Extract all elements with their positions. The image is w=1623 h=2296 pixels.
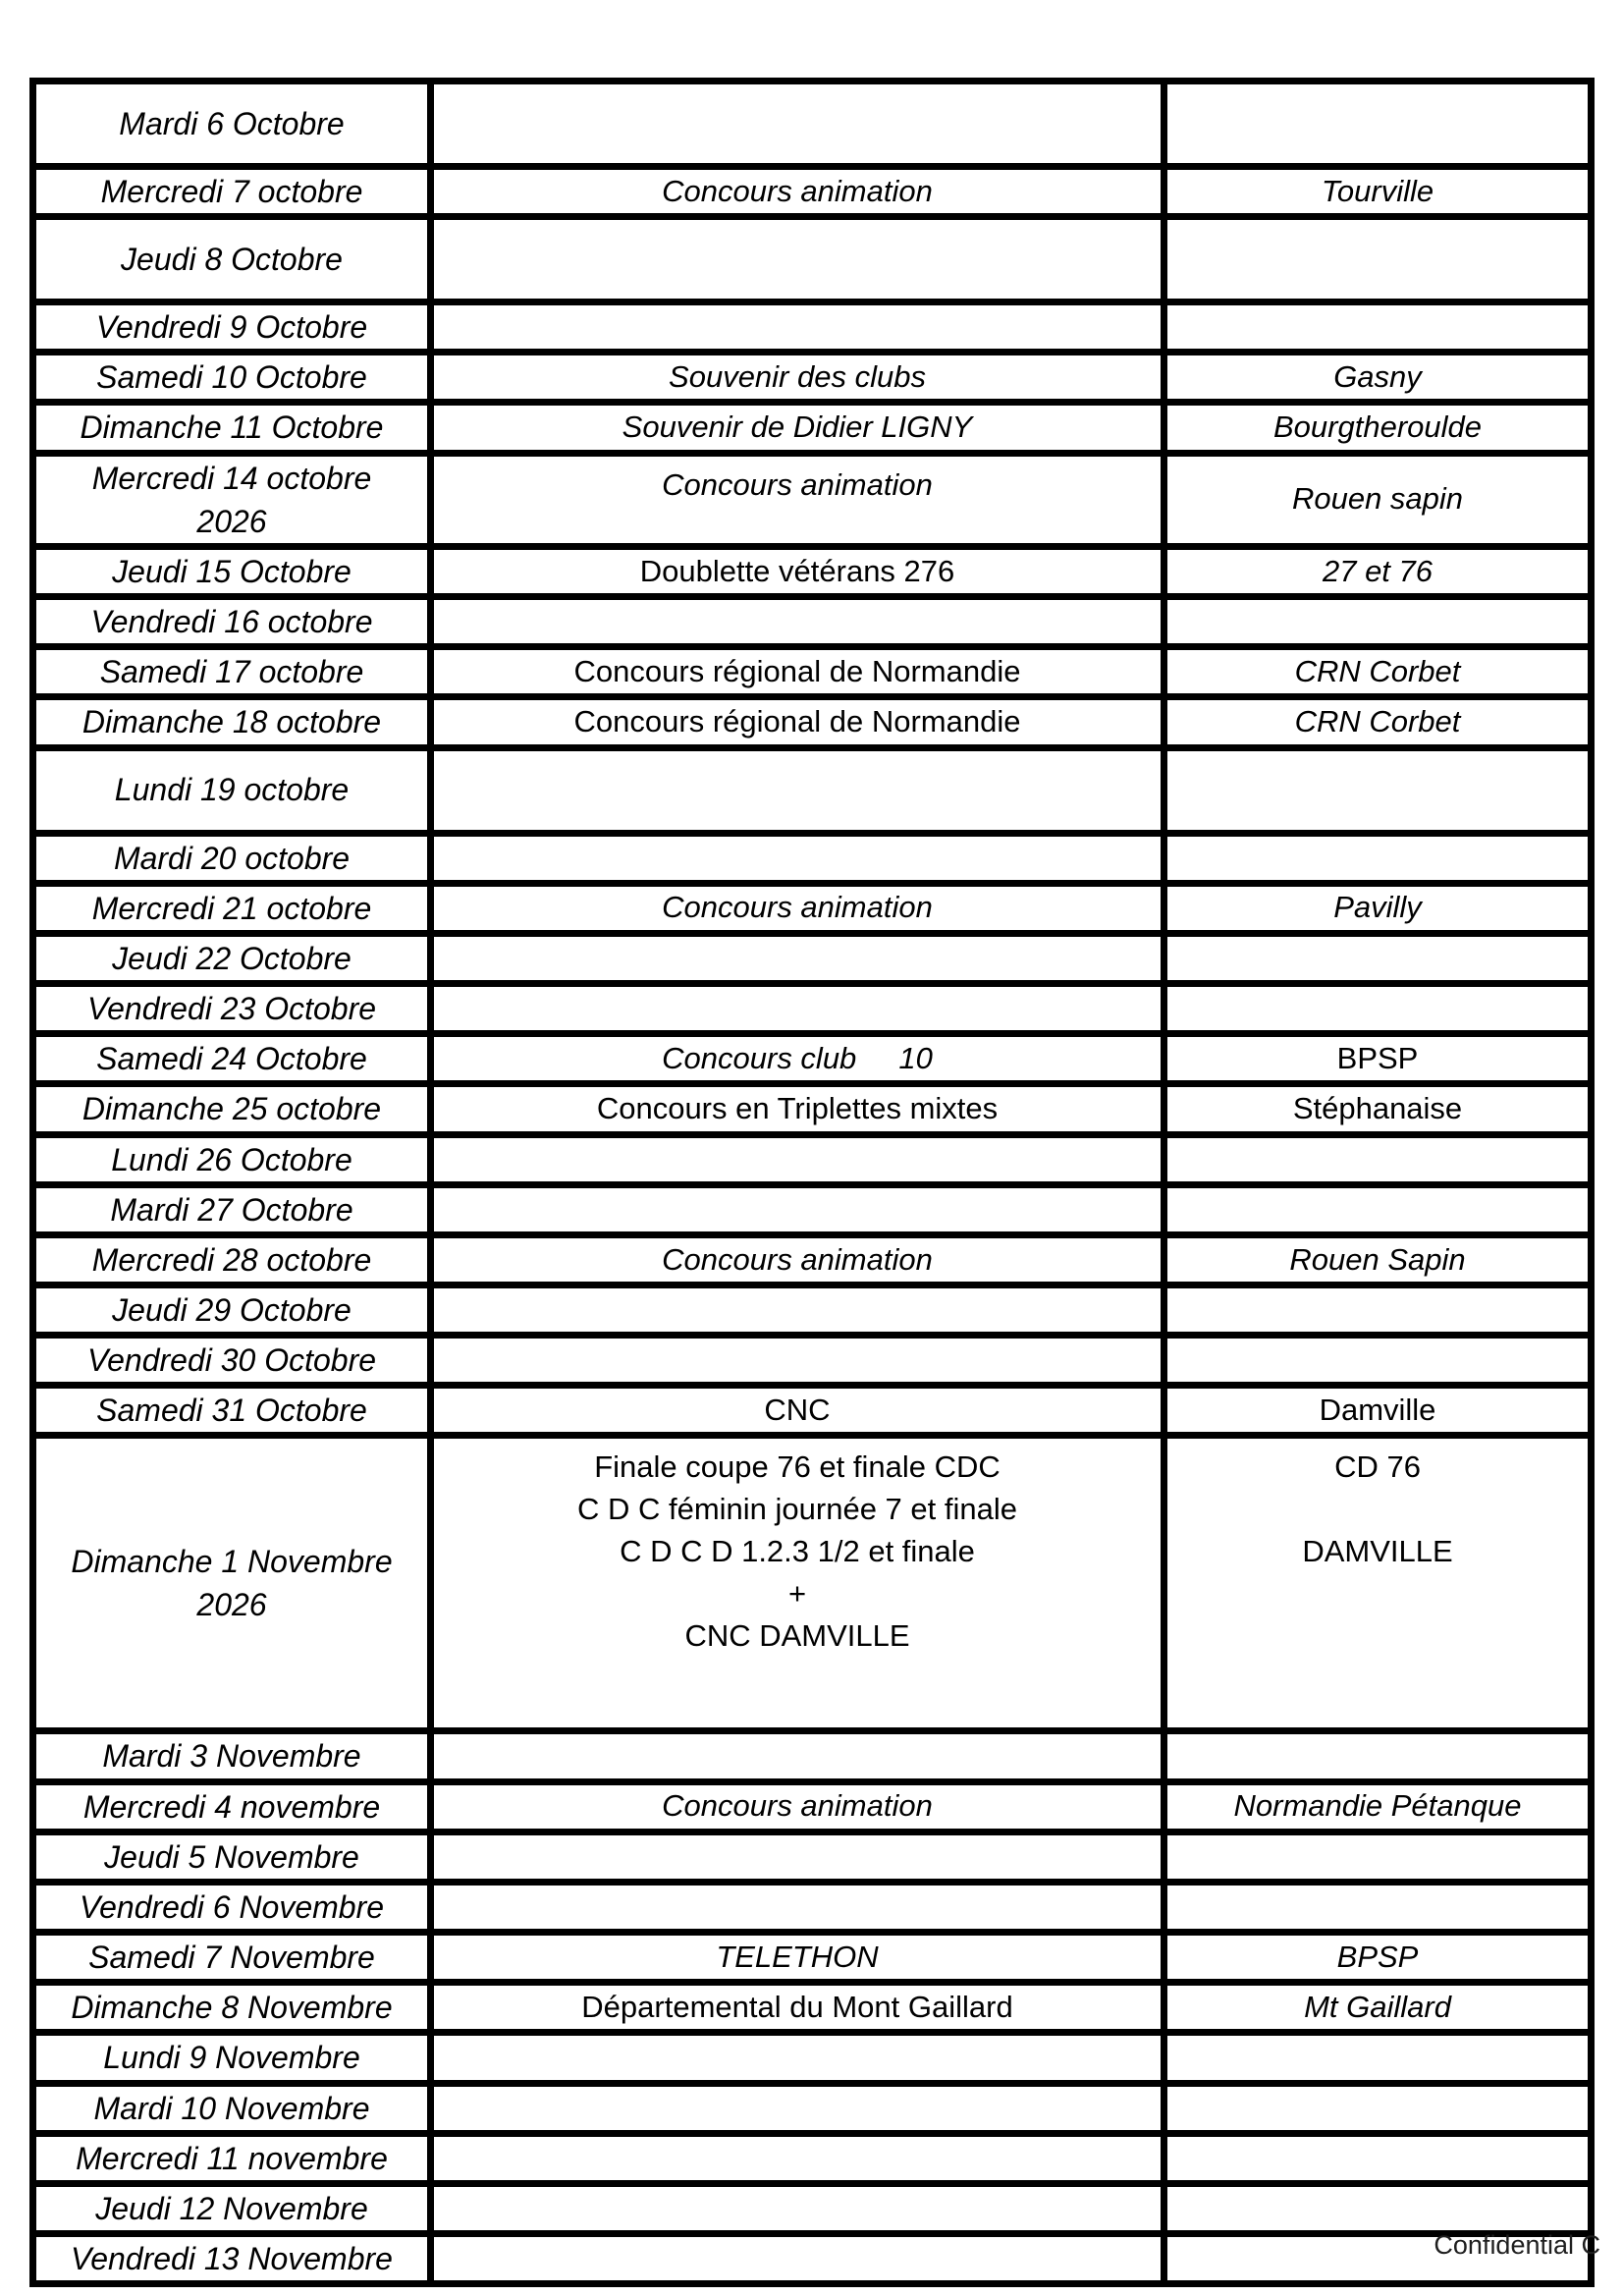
location-cell <box>1164 2033 1592 2083</box>
table-row <box>33 1034 1592 1084</box>
date-cell <box>33 1084 431 1134</box>
date-cell <box>33 883 431 933</box>
location-cell <box>1164 2083 1592 2133</box>
cell-line: Dimanche 18 octobre <box>81 704 382 740</box>
cell-line: Jeudi 15 Octobre <box>112 553 352 589</box>
event-cell <box>431 217 1164 302</box>
event-cell <box>431 2133 1164 2183</box>
event-cell <box>431 1386 1164 1436</box>
date-cell <box>33 984 431 1034</box>
location-cell <box>1164 302 1592 353</box>
date-cell <box>33 453 431 546</box>
cell-line: DAMVILLE <box>1302 1533 1453 1568</box>
event-cell <box>431 302 1164 353</box>
location-cell <box>1164 82 1592 167</box>
location-cell <box>1164 167 1592 217</box>
location-cell <box>1164 1436 1592 1731</box>
table-row <box>33 933 1592 983</box>
cell-line: Mercredi 7 octobre <box>100 174 363 209</box>
event-cell <box>431 747 1164 833</box>
table-row <box>33 2033 1592 2083</box>
cell-line: Lundi 9 Novembre <box>103 2040 360 2076</box>
date-cell <box>33 2033 431 2083</box>
location-cell <box>1164 1134 1592 1184</box>
event-cell <box>431 2183 1164 2233</box>
event-cell <box>431 453 1164 546</box>
event-cell <box>431 403 1164 453</box>
cell-line: Concours régional de Normandie <box>573 653 1021 688</box>
event-cell <box>431 1781 1164 1831</box>
table-row <box>33 453 1592 546</box>
cell-line: Mardi 10 Novembre <box>93 2090 370 2126</box>
location-cell <box>1164 747 1592 833</box>
event-cell <box>431 2234 1164 2284</box>
table-row <box>33 2234 1592 2284</box>
cell-line: Samedi 7 Novembre <box>88 1940 375 1976</box>
location-cell <box>1164 1285 1592 1335</box>
event-cell <box>431 833 1164 883</box>
table-row <box>33 2133 1592 2183</box>
table-row <box>33 1336 1592 1386</box>
cell-line: Mardi 6 Octobre <box>119 105 345 141</box>
location-cell <box>1164 1234 1592 1285</box>
table-row <box>33 1882 1592 1932</box>
table-row <box>33 1386 1592 1436</box>
cell-line: Départemental du Mont Gaillard <box>581 1989 1013 2024</box>
date-cell <box>33 1831 431 1882</box>
event-cell <box>431 647 1164 697</box>
table-row <box>33 833 1592 883</box>
cell-line: Gasny <box>1333 359 1422 394</box>
event-cell <box>431 1336 1164 1386</box>
cell-line: Souvenir de Didier LIGNY <box>622 410 973 445</box>
date-cell <box>33 217 431 302</box>
table-row <box>33 1436 1592 1731</box>
cell-line: Jeudi 22 Octobre <box>112 940 352 976</box>
cell-line: Lundi 19 octobre <box>114 772 350 808</box>
cell-line: Mercredi 4 novembre <box>82 1788 381 1825</box>
cell-line: C D C D 1.2.3 1/2 et finale <box>620 1533 975 1568</box>
cell-line: BPSP <box>1336 1939 1419 1974</box>
location-cell <box>1164 933 1592 983</box>
date-cell <box>33 597 431 647</box>
cell-line: Damville <box>1319 1392 1436 1427</box>
cell-line: Concours animation <box>662 1788 933 1824</box>
cell-line: Mercredi 11 novembre <box>76 2140 388 2176</box>
cell-line: Samedi 24 Octobre <box>96 1041 367 1077</box>
event-cell <box>431 82 1164 167</box>
location-cell <box>1164 403 1592 453</box>
event-cell <box>431 2083 1164 2133</box>
date-cell <box>33 697 431 747</box>
table-row <box>33 1933 1592 1983</box>
table-row <box>33 1134 1592 1184</box>
cell-line: Concours en Triplettes mixtes <box>596 1091 999 1126</box>
date-cell <box>33 167 431 217</box>
event-cell <box>431 1184 1164 1234</box>
cell-line: Dimanche 8 Novembre <box>71 1990 393 2026</box>
cell-line: BPSP <box>1336 1040 1419 1075</box>
event-cell <box>431 597 1164 647</box>
cell-line: Tourville <box>1321 173 1434 208</box>
date-cell <box>33 1933 431 1983</box>
date-cell <box>33 647 431 697</box>
cell-line: Dimanche 25 octobre <box>81 1091 382 1127</box>
location-cell <box>1164 2183 1592 2233</box>
date-cell <box>33 353 431 403</box>
confidential-footer: Confidential C <box>1434 2230 1600 2260</box>
cell-line: C D C féminin journée 7 et finale <box>576 1492 1017 1527</box>
event-cell <box>431 1134 1164 1184</box>
date-cell <box>33 1983 431 2033</box>
cell-line: CD 76 <box>1334 1449 1421 1485</box>
table-row <box>33 2183 1592 2233</box>
cell-line: Samedi 10 Octobre <box>96 359 367 396</box>
date-cell <box>33 2133 431 2183</box>
cell-line: Jeudi 29 Octobre <box>112 1291 352 1328</box>
cell-line: Vendredi 16 octobre <box>90 604 373 640</box>
date-cell <box>33 403 431 453</box>
cell-line: Stéphanaise <box>1292 1091 1463 1126</box>
location-cell <box>1164 883 1592 933</box>
date-cell <box>33 833 431 883</box>
date-cell <box>33 1781 431 1831</box>
event-cell <box>431 1436 1164 1731</box>
event-cell <box>431 984 1164 1034</box>
table-row <box>33 984 1592 1034</box>
schedule-table <box>29 78 1595 2287</box>
table-row <box>33 1234 1592 1285</box>
date-cell <box>33 546 431 596</box>
location-cell <box>1164 1983 1592 2033</box>
date-cell <box>33 1882 431 1932</box>
cell-line: Vendredi 6 Novembre <box>79 1888 385 1925</box>
event-cell <box>431 933 1164 983</box>
table-row <box>33 353 1592 403</box>
location-cell <box>1164 984 1592 1034</box>
location-cell <box>1164 1034 1592 1084</box>
cell-line: Mardi 27 Octobre <box>110 1191 353 1228</box>
cell-line: Mercredi 14 octobre <box>91 460 372 496</box>
location-cell <box>1164 1933 1592 1983</box>
event-cell <box>431 1731 1164 1781</box>
location-cell <box>1164 697 1592 747</box>
location-cell <box>1164 647 1592 697</box>
cell-line: Concours animation <box>662 466 933 502</box>
date-cell <box>33 1731 431 1781</box>
cell-line: Vendredi 30 Octobre <box>86 1342 377 1379</box>
cell-line: Samedi 17 octobre <box>99 654 364 690</box>
cell-line: 27 et 76 <box>1322 553 1434 588</box>
event-cell <box>431 1933 1164 1983</box>
cell-line: Lundi 26 Octobre <box>111 1141 352 1177</box>
location-cell <box>1164 597 1592 647</box>
table-row <box>33 1831 1592 1882</box>
event-cell <box>431 2033 1164 2083</box>
date-cell <box>33 82 431 167</box>
cell-line: Jeudi 5 Novembre <box>104 1838 359 1875</box>
date-cell <box>33 1336 431 1386</box>
location-cell <box>1164 353 1592 403</box>
event-cell <box>431 1882 1164 1932</box>
event-cell <box>431 1084 1164 1134</box>
cell-line: Jeudi 8 Octobre <box>121 242 343 278</box>
event-cell <box>431 1234 1164 1285</box>
cell-line: Souvenir des clubs <box>669 359 926 394</box>
location-cell <box>1164 546 1592 596</box>
table-row <box>33 302 1592 353</box>
cell-line: Normandie Pétanque <box>1233 1788 1522 1824</box>
date-cell <box>33 1386 431 1436</box>
table-row <box>33 747 1592 833</box>
table-row <box>33 1983 1592 2033</box>
cell-line: Dimanche 11 Octobre <box>80 410 384 446</box>
cell-line: Finale coupe 76 et finale CDC <box>594 1449 1001 1485</box>
event-cell <box>431 883 1164 933</box>
date-cell <box>33 302 431 353</box>
location-cell <box>1164 1336 1592 1386</box>
cell-line: Rouen Sapin <box>1289 1241 1466 1277</box>
date-cell <box>33 2234 431 2284</box>
cell-line: Doublette vétérans 276 <box>639 553 955 588</box>
date-cell <box>33 747 431 833</box>
date-cell <box>33 1285 431 1335</box>
location-cell <box>1164 2133 1592 2183</box>
cell-line: TELETHON <box>716 1939 879 1974</box>
date-cell <box>33 1134 431 1184</box>
location-cell <box>1164 833 1592 883</box>
table-row <box>33 217 1592 302</box>
table-row <box>33 697 1592 747</box>
cell-line: CRN Corbet <box>1294 653 1461 688</box>
cell-line: Rouen sapin <box>1291 481 1464 517</box>
location-cell <box>1164 1882 1592 1932</box>
event-cell <box>431 697 1164 747</box>
location-cell <box>1164 1731 1592 1781</box>
cell-line: Dimanche 1 Novembre <box>71 1544 393 1580</box>
cell-line: Mardi 3 Novembre <box>102 1738 361 1775</box>
cell-line: Pavilly <box>1333 890 1422 925</box>
event-cell <box>431 1831 1164 1882</box>
table-row <box>33 1084 1592 1134</box>
event-cell <box>431 167 1164 217</box>
event-cell <box>431 353 1164 403</box>
table-row <box>33 546 1592 596</box>
cell-line <box>1173 1489 1582 1531</box>
location-cell <box>1164 217 1592 302</box>
cell-line: Jeudi 12 Novembre <box>95 2190 368 2226</box>
cell-line: Vendredi 13 Novembre <box>71 2241 393 2276</box>
table-row <box>33 2083 1592 2133</box>
cell-line: CNC <box>764 1392 831 1427</box>
location-cell <box>1164 1084 1592 1134</box>
location-cell <box>1164 1184 1592 1234</box>
location-cell <box>1164 1386 1592 1436</box>
date-cell <box>33 1034 431 1084</box>
date-cell <box>33 1436 431 1731</box>
date-cell <box>33 2083 431 2133</box>
cell-line: + <box>787 1575 807 1611</box>
cell-line: Mercredi 28 octobre <box>91 1241 372 1278</box>
cell-line: Concours animation <box>662 1241 933 1277</box>
table-row <box>33 647 1592 697</box>
cell-line: Concours club 10 <box>662 1040 933 1075</box>
table-row <box>33 597 1592 647</box>
cell-line: Concours animation <box>662 890 933 925</box>
location-cell <box>1164 1831 1592 1882</box>
cell-line: Vendredi 23 Octobre <box>86 991 377 1027</box>
event-cell <box>431 1034 1164 1084</box>
event-cell <box>431 1285 1164 1335</box>
table-row <box>33 403 1592 453</box>
date-cell <box>33 1234 431 1285</box>
cell-line: Mt Gaillard <box>1304 1989 1451 2024</box>
date-cell <box>33 2183 431 2233</box>
table-row <box>33 883 1592 933</box>
cell-line: CRN Corbet <box>1294 704 1461 739</box>
location-cell <box>1164 453 1592 546</box>
table-row <box>33 1184 1592 1234</box>
cell-line: 2026 <box>196 1587 267 1623</box>
cell-line: Concours régional de Normandie <box>573 704 1021 739</box>
date-cell <box>33 933 431 983</box>
cell-line: Bourgtheroulde <box>1273 410 1482 445</box>
table-row <box>33 167 1592 217</box>
cell-line: CNC DAMVILLE <box>684 1617 910 1653</box>
cell-line: Samedi 31 Octobre <box>96 1393 367 1429</box>
cell-line: Mercredi 21 octobre <box>91 890 372 926</box>
table-row <box>33 1731 1592 1781</box>
location-cell <box>1164 1781 1592 1831</box>
cell-line: Vendredi 9 Octobre <box>95 309 368 346</box>
cell-line: 2026 <box>196 503 267 539</box>
event-cell <box>431 1983 1164 2033</box>
cell-line: Mardi 20 octobre <box>113 840 351 876</box>
table-row <box>33 1781 1592 1831</box>
table-row <box>33 82 1592 167</box>
date-cell <box>33 1184 431 1234</box>
cell-line: Concours animation <box>662 173 933 208</box>
event-cell <box>431 546 1164 596</box>
table-row <box>33 1285 1592 1335</box>
